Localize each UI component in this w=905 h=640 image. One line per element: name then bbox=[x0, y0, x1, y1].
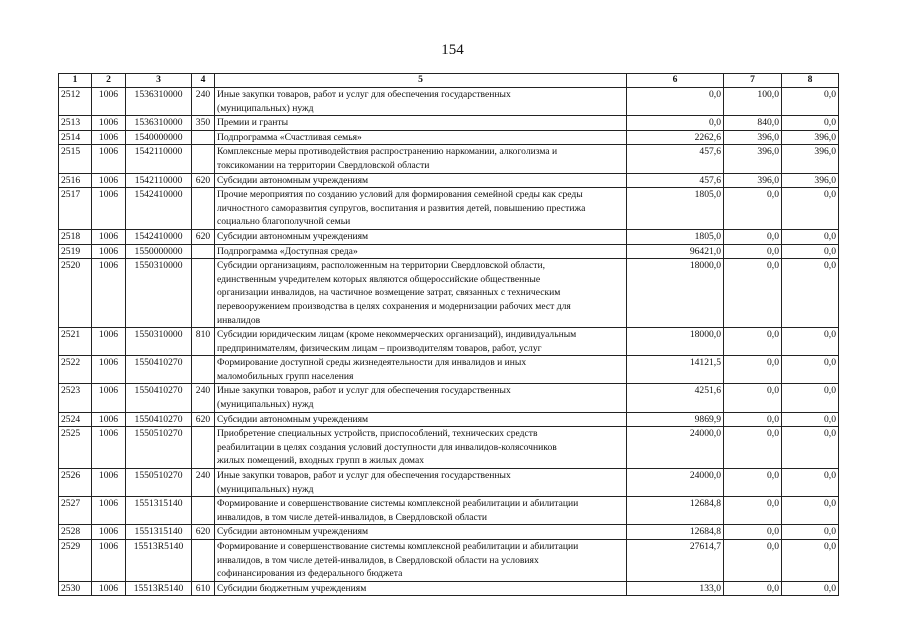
table-row bbox=[59, 188, 839, 230]
table-row bbox=[59, 469, 839, 497]
amount-col6-cell: 18000,0 bbox=[627, 259, 724, 328]
table-row bbox=[59, 229, 839, 244]
section-code-cell: 1006 bbox=[92, 427, 126, 469]
item-name-cell bbox=[215, 525, 627, 540]
amount-col8-cell: 0,0 bbox=[782, 259, 839, 328]
expense-type-code-cell bbox=[192, 244, 215, 259]
row-number-cell: 2514 bbox=[59, 130, 92, 145]
section-code-cell: 1006 bbox=[92, 497, 126, 525]
item-name-line: жилых помещений, входных групп в жилых домах bbox=[217, 455, 424, 467]
item-name-line: Субсидии юридическим лицам (кроме некоммерческих организаций), индивидуальным bbox=[217, 329, 577, 341]
target-article-code-cell: 1550510270 bbox=[126, 469, 192, 497]
column-header: 6 bbox=[627, 74, 724, 88]
column-header: 4 bbox=[192, 74, 215, 88]
item-name-line: Субсидии автономным учреждениям bbox=[217, 174, 369, 186]
table-row bbox=[59, 173, 839, 188]
item-name-line: Премии и гранты bbox=[217, 117, 289, 129]
item-name-line: Формирование и совершенствование системы комплексной реабилитации и абилитации bbox=[217, 541, 579, 552]
section-code-cell: 1006 bbox=[92, 328, 126, 356]
amount-col6-cell: 457,6 bbox=[627, 173, 724, 188]
item-name-line: Иные закупки товаров, работ и услуг для обеспечения государственных bbox=[217, 470, 511, 482]
row-number-cell: 2517 bbox=[59, 188, 92, 230]
amount-col8-cell: 0,0 bbox=[782, 229, 839, 244]
item-name-cell bbox=[215, 427, 627, 469]
column-header: 1 bbox=[59, 74, 92, 88]
expense-type-code-cell bbox=[192, 188, 215, 230]
amount-col8-cell: 0,0 bbox=[782, 540, 839, 582]
item-name-line: инвалидов, в том числе детей-инвалидов, в Свердловской области на условиях bbox=[217, 554, 539, 566]
amount-col8-cell: 396,0 bbox=[782, 130, 839, 145]
item-name-line: единственным учредителем которых являются общероссийские общественные bbox=[217, 273, 541, 285]
section-code-cell: 1006 bbox=[92, 384, 126, 412]
item-name-line: предпринимателям, физическим лицам – производителям товаров, работ, услуг bbox=[217, 342, 542, 354]
item-name-cell bbox=[215, 130, 627, 145]
amount-col7-cell: 0,0 bbox=[724, 540, 782, 582]
expense-type-code-cell: 240 bbox=[192, 469, 215, 497]
target-article-code-cell: 1550410270 bbox=[126, 384, 192, 412]
table-body bbox=[59, 88, 839, 596]
row-number-cell: 2521 bbox=[59, 328, 92, 356]
amount-col7-cell: 0,0 bbox=[724, 328, 782, 356]
item-name-line: Субсидии бюджетным учреждениям bbox=[217, 582, 367, 594]
column-header: 7 bbox=[724, 74, 782, 88]
amount-col7-cell: 396,0 bbox=[724, 130, 782, 145]
expense-type-code-cell bbox=[192, 497, 215, 525]
amount-col8-cell: 0,0 bbox=[782, 427, 839, 469]
amount-col8-cell: 396,0 bbox=[782, 173, 839, 188]
amount-col7-cell: 0,0 bbox=[724, 188, 782, 230]
item-name-cell bbox=[215, 328, 627, 356]
amount-col7-cell: 840,0 bbox=[724, 116, 782, 131]
item-name-line: перевооружением производства в целях сохранения и модернизации рабочих мест для bbox=[217, 300, 571, 312]
expense-type-code-cell: 620 bbox=[192, 412, 215, 427]
item-name-cell bbox=[215, 88, 627, 116]
table-row bbox=[59, 328, 839, 356]
amount-col6-cell: 18000,0 bbox=[627, 328, 724, 356]
item-name-line: личностного саморазвития супругов, воспитания и развития детей, повышению престижа bbox=[217, 202, 586, 214]
item-name-cell bbox=[215, 244, 627, 259]
amount-col8-cell: 0,0 bbox=[782, 384, 839, 412]
row-number-cell: 2520 bbox=[59, 259, 92, 328]
row-number-cell: 2522 bbox=[59, 356, 92, 384]
amount-col8-cell: 0,0 bbox=[782, 469, 839, 497]
amount-col6-cell: 12684,8 bbox=[627, 497, 724, 525]
expense-type-code-cell bbox=[192, 130, 215, 145]
amount-col6-cell: 24000,0 bbox=[627, 427, 724, 469]
item-name-line: Иные закупки товаров, работ и услуг для обеспечения государственных bbox=[217, 385, 511, 397]
table-row bbox=[59, 540, 839, 582]
item-name-cell bbox=[215, 116, 627, 131]
target-article-code-cell: 1542110000 bbox=[126, 173, 192, 188]
expense-type-code-cell bbox=[192, 540, 215, 582]
expense-type-code-cell bbox=[192, 427, 215, 469]
expense-type-code-cell: 610 bbox=[192, 581, 215, 596]
amount-col7-cell: 0,0 bbox=[724, 412, 782, 427]
item-name-line: Подпрограмма «Доступная среда» bbox=[217, 245, 358, 257]
item-name-line: реабилитации в целях создания условий доступности для инвалидов-колясочников bbox=[217, 441, 557, 453]
row-number-cell: 2530 bbox=[59, 581, 92, 596]
amount-col7-cell: 0,0 bbox=[724, 259, 782, 328]
target-article-code-cell: 1550410270 bbox=[126, 356, 192, 384]
row-number-cell: 2524 bbox=[59, 412, 92, 427]
amount-col8-cell: 0,0 bbox=[782, 581, 839, 596]
table-row bbox=[59, 145, 839, 173]
item-name-cell bbox=[215, 145, 627, 173]
row-number-cell: 2518 bbox=[59, 229, 92, 244]
table-row bbox=[59, 244, 839, 259]
target-article-code-cell: 15513R5140 bbox=[126, 540, 192, 582]
target-article-code-cell: 15513R5140 bbox=[126, 581, 192, 596]
table-row bbox=[59, 259, 839, 328]
expense-type-code-cell: 620 bbox=[192, 173, 215, 188]
item-name-cell bbox=[215, 581, 627, 596]
target-article-code-cell: 1542110000 bbox=[126, 145, 192, 173]
item-name-line: маломобильных групп населения bbox=[217, 370, 354, 382]
item-name-line: Комплексные меры противодействия распространению наркомании, алкоголизма и bbox=[217, 146, 558, 158]
amount-col6-cell: 27614,7 bbox=[627, 540, 724, 582]
amount-col6-cell: 24000,0 bbox=[627, 469, 724, 497]
row-number-cell: 2528 bbox=[59, 525, 92, 540]
amount-col6-cell: 0,0 bbox=[627, 88, 724, 116]
column-header: 8 bbox=[782, 74, 839, 88]
row-number-cell: 2519 bbox=[59, 244, 92, 259]
amount-col6-cell: 0,0 bbox=[627, 116, 724, 131]
item-name-line: Подпрограмма «Счастливая семья» bbox=[217, 131, 362, 143]
section-code-cell: 1006 bbox=[92, 540, 126, 582]
amount-col8-cell: 0,0 bbox=[782, 328, 839, 356]
item-name-cell bbox=[215, 356, 627, 384]
amount-col7-cell: 0,0 bbox=[724, 427, 782, 469]
section-code-cell: 1006 bbox=[92, 188, 126, 230]
amount-col8-cell: 0,0 bbox=[782, 244, 839, 259]
item-name-line: Приобретение специальных устройств, приспособлений, технических средств bbox=[217, 428, 538, 440]
amount-col8-cell: 396,0 bbox=[782, 145, 839, 173]
table-row bbox=[59, 116, 839, 131]
item-name-cell bbox=[215, 259, 627, 328]
target-article-code-cell: 1550310000 bbox=[126, 259, 192, 328]
amount-col6-cell: 4251,6 bbox=[627, 384, 724, 412]
expense-type-code-cell: 240 bbox=[192, 384, 215, 412]
table-row bbox=[59, 581, 839, 596]
item-name-cell bbox=[215, 384, 627, 412]
amount-col7-cell: 0,0 bbox=[724, 384, 782, 412]
target-article-code-cell: 1536310000 bbox=[126, 116, 192, 131]
amount-col8-cell: 0,0 bbox=[782, 88, 839, 116]
item-name-cell bbox=[215, 497, 627, 525]
section-code-cell: 1006 bbox=[92, 469, 126, 497]
amount-col7-cell: 396,0 bbox=[724, 145, 782, 173]
target-article-code-cell: 1542410000 bbox=[126, 188, 192, 230]
target-article-code-cell: 1550510270 bbox=[126, 427, 192, 469]
amount-col8-cell: 0,0 bbox=[782, 188, 839, 230]
table-row bbox=[59, 427, 839, 469]
amount-col6-cell: 457,6 bbox=[627, 145, 724, 173]
amount-col7-cell: 0,0 bbox=[724, 497, 782, 525]
amount-col8-cell: 0,0 bbox=[782, 356, 839, 384]
amount-col7-cell: 0,0 bbox=[724, 581, 782, 596]
item-name-cell bbox=[215, 229, 627, 244]
target-article-code-cell: 1551315140 bbox=[126, 497, 192, 525]
target-article-code-cell: 1536310000 bbox=[126, 88, 192, 116]
item-name-line: Иные закупки товаров, работ и услуг для обеспечения государственных bbox=[217, 89, 511, 100]
item-name-line: Формирование и совершенствование системы комплексной реабилитации и абилитации bbox=[217, 498, 579, 510]
item-name-line: (муниципальных) нужд bbox=[217, 399, 314, 411]
section-code-cell: 1006 bbox=[92, 244, 126, 259]
table-row bbox=[59, 384, 839, 412]
section-code-cell: 1006 bbox=[92, 259, 126, 328]
amount-col7-cell: 100,0 bbox=[724, 88, 782, 116]
amount-col6-cell: 14121,5 bbox=[627, 356, 724, 384]
row-number-cell: 2523 bbox=[59, 384, 92, 412]
row-number-cell: 2516 bbox=[59, 173, 92, 188]
amount-col6-cell: 9869,9 bbox=[627, 412, 724, 427]
section-code-cell: 1006 bbox=[92, 356, 126, 384]
expense-type-code-cell: 620 bbox=[192, 229, 215, 244]
amount-col8-cell: 0,0 bbox=[782, 412, 839, 427]
row-number-cell: 2515 bbox=[59, 145, 92, 173]
section-code-cell: 1006 bbox=[92, 145, 126, 173]
target-article-code-cell: 1540000000 bbox=[126, 130, 192, 145]
row-number-cell: 2513 bbox=[59, 116, 92, 131]
row-number-cell: 2526 bbox=[59, 469, 92, 497]
expense-type-code-cell: 620 bbox=[192, 525, 215, 540]
section-code-cell: 1006 bbox=[92, 130, 126, 145]
item-name-line: организации инвалидов, на частичное возмещение затрат, связанных с техническим bbox=[217, 287, 561, 299]
row-number-cell: 2525 bbox=[59, 427, 92, 469]
item-name-cell bbox=[215, 469, 627, 497]
section-code-cell: 1006 bbox=[92, 412, 126, 427]
amount-col6-cell: 96421,0 bbox=[627, 244, 724, 259]
column-header: 2 bbox=[92, 74, 126, 88]
table-row bbox=[59, 412, 839, 427]
amount-col7-cell: 0,0 bbox=[724, 525, 782, 540]
table-row bbox=[59, 88, 839, 116]
section-code-cell: 1006 bbox=[92, 116, 126, 131]
amount-col8-cell: 0,0 bbox=[782, 116, 839, 131]
target-article-code-cell: 1550410270 bbox=[126, 412, 192, 427]
column-header: 5 bbox=[215, 74, 627, 88]
row-number-cell: 2527 bbox=[59, 497, 92, 525]
amount-col8-cell: 0,0 bbox=[782, 497, 839, 525]
item-name-line: Субсидии автономным учреждениям bbox=[217, 230, 369, 242]
table-row bbox=[59, 525, 839, 540]
item-name-cell bbox=[215, 173, 627, 188]
section-code-cell: 1006 bbox=[92, 88, 126, 116]
expense-type-code-cell bbox=[192, 356, 215, 384]
expense-type-code-cell: 350 bbox=[192, 116, 215, 131]
item-name-line: Субсидии организациям, расположенным на территории Свердловской области, bbox=[217, 260, 545, 272]
column-header: 3 bbox=[126, 74, 192, 88]
item-name-line: софинансирования из федерального бюджета bbox=[217, 568, 403, 580]
amount-col6-cell: 2262,6 bbox=[627, 130, 724, 145]
expense-type-code-cell: 240 bbox=[192, 88, 215, 116]
item-name-line: Субсидии автономным учреждениям bbox=[217, 413, 369, 425]
section-code-cell: 1006 bbox=[92, 525, 126, 540]
item-name-line: Прочие мероприятия по созданию условий для формирования семейной среды как среды bbox=[217, 189, 583, 201]
amount-col7-cell: 0,0 bbox=[724, 469, 782, 497]
target-article-code-cell: 1550000000 bbox=[126, 244, 192, 259]
target-article-code-cell: 1542410000 bbox=[126, 229, 192, 244]
target-article-code-cell: 1551315140 bbox=[126, 525, 192, 540]
target-article-code-cell: 1550310000 bbox=[126, 328, 192, 356]
amount-col7-cell: 396,0 bbox=[724, 173, 782, 188]
page-number: 154 bbox=[441, 42, 464, 58]
budget-table bbox=[58, 73, 839, 596]
amount-col6-cell: 1805,0 bbox=[627, 188, 724, 230]
table-row bbox=[59, 497, 839, 525]
item-name-line: Формирование доступной среды жизнедеятельности для инвалидов и иных bbox=[217, 357, 527, 369]
item-name-line: социально благополучной семьи bbox=[217, 216, 351, 228]
item-name-cell bbox=[215, 188, 627, 230]
item-name-line: инвалидов, в том числе детей-инвалидов, в Свердловской области bbox=[217, 511, 488, 523]
table-row bbox=[59, 356, 839, 384]
section-code-cell: 1006 bbox=[92, 581, 126, 596]
table-row bbox=[59, 130, 839, 145]
item-name-line: токсикомании на территории Свердловской области bbox=[217, 159, 430, 171]
amount-col6-cell: 1805,0 bbox=[627, 229, 724, 244]
row-number-cell: 2529 bbox=[59, 540, 92, 582]
item-name-line: Субсидии автономным учреждениям bbox=[217, 526, 369, 538]
item-name-line: инвалидов bbox=[217, 314, 261, 326]
amount-col6-cell: 12684,8 bbox=[627, 525, 724, 540]
section-code-cell: 1006 bbox=[92, 173, 126, 188]
item-name-line: (муниципальных) нужд bbox=[217, 102, 314, 114]
section-code-cell: 1006 bbox=[92, 229, 126, 244]
item-name-cell bbox=[215, 540, 627, 582]
amount-col7-cell: 0,0 bbox=[724, 244, 782, 259]
item-name-line: (муниципальных) нужд bbox=[217, 483, 314, 495]
amount-col8-cell: 0,0 bbox=[782, 525, 839, 540]
amount-col6-cell: 133,0 bbox=[627, 581, 724, 596]
amount-col7-cell: 0,0 bbox=[724, 229, 782, 244]
item-name-cell bbox=[215, 412, 627, 427]
expense-type-code-cell bbox=[192, 259, 215, 328]
expense-type-code-cell: 810 bbox=[192, 328, 215, 356]
expense-type-code-cell bbox=[192, 145, 215, 173]
amount-col7-cell: 0,0 bbox=[724, 356, 782, 384]
table-header-row bbox=[59, 74, 839, 88]
row-number-cell: 2512 bbox=[59, 88, 92, 116]
